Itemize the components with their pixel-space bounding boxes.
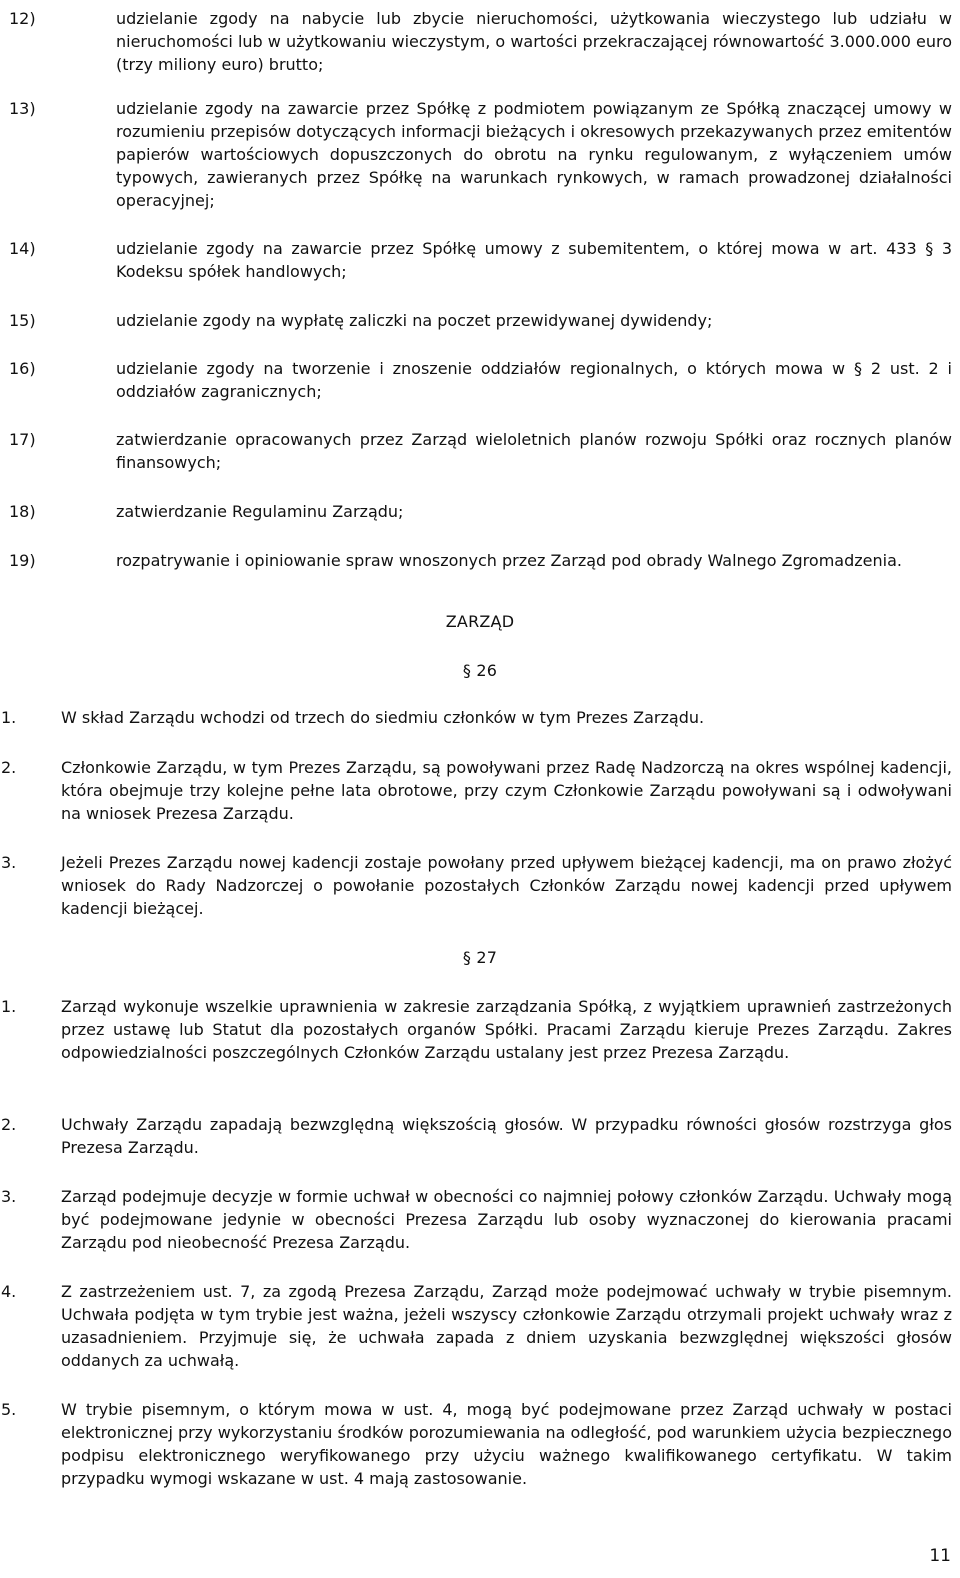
item-text: Uchwały Zarządu zapadają bezwzględną większością głosów. W przypadku równości głosów rozstrzyga głos Prezesa Zarządu.	[61, 1115, 952, 1157]
item-text: Zarząd wykonuje wszelkie uprawnienia w zakresie zarządzania Spółką, z wyjątkiem uprawnień zastrzeżonych przez ustawę lub Statut dla pozostałych organów Spółki. Pracami Zarządu kieruje Prezes Zarządu. Zakres odpowiedzialności poszczególnych Członków Zarządu ustalany jest przez Prezesa Zarządu.	[61, 997, 952, 1062]
item-number: 1.	[1, 708, 17, 727]
item-text: udzielanie zgody na wypłatę zaliczki na poczet przewidywanej dywidendy;	[116, 311, 713, 330]
item-number: 13)	[9, 99, 36, 118]
paragraph-number: § 27	[462, 948, 498, 967]
item-text: W skład Zarządu wchodzi od trzech do siedmiu członków w tym Prezes Zarządu.	[61, 708, 705, 727]
item-text: W trybie pisemnym, o którym mowa w ust. 4, mogą być podejmowane przez Zarząd uchwały w postaci elektronicznej przy wykorzystaniu środków porozumiewania na odległość, pod warunkiem użycia bezpiecznego podpisu elektronicznego weryfikowanego przy użyciu ważnego kwalifikowanego certyfikatu. W takim przypadku wymogi wskazane w ust. 4 mają zastosowanie.	[61, 1400, 952, 1488]
item-number: 3.	[1, 853, 17, 872]
item-text: Z zastrzeżeniem ust. 7, za zgodą Prezesa Zarządu, Zarząd może podejmować uchwały w trybie pisemnym. Uchwała podjęta w tym trybie jest ważna, jeżeli wszyscy członkowie Zarządu otrzymali projekt uchwały wraz z uzasadnieniem. Przyjmuje się, że uchwała zapada z dniem uzyskania bezwzględnej większości głosów oddanych za uchwałą.	[61, 1282, 952, 1370]
page-number: 11	[929, 1546, 951, 1566]
item-text: Członkowie Zarządu, w tym Prezes Zarządu, są powoływani przez Radę Nadzorczą na okres wspólnej kadencji, która obejmuje trzy kolejne pełne lata obrotowe, przy czym Członkowie Zarządu powoływani są i odwoływani na wniosek Prezesa Zarządu.	[61, 758, 952, 823]
item-number: 5.	[1, 1400, 17, 1419]
item-number: 2.	[1, 1115, 17, 1134]
item-text: udzielanie zgody na tworzenie i znoszenie oddziałów regionalnych, o których mowa w § 2 ust. 2 i oddziałów zagranicznych;	[116, 359, 952, 401]
item-text: Jeżeli Prezes Zarządu nowej kadencji zostaje powołany przed upływem bieżącej kadencji, ma on prawo złożyć wniosek do Rady Nadzorczej o powołanie pozostałych Członków Zarządu nowej kadencji przed upływem kadencji bieżącej.	[61, 853, 952, 918]
item-text: Zarząd podejmuje decyzje w formie uchwał w obecności co najmniej połowy członków Zarządu. Uchwały mogą być podejmowane jedynie w obecności Prezesa Zarządu lub osoby wyznaczonej do kierowania pracami Zarządu pod nieobecność Prezesa Zarządu.	[61, 1187, 952, 1252]
item-number: 16)	[9, 359, 36, 378]
item-text: zatwierdzanie Regulaminu Zarządu;	[116, 502, 404, 521]
item-text: udzielanie zgody na zawarcie przez Spółkę umowy z subemitentem, o której mowa w art. 433 § 3 Kodeksu spółek handlowych;	[116, 239, 952, 281]
item-text: zatwierdzanie opracowanych przez Zarząd wieloletnich planów rozwoju Spółki oraz rocznych planów finansowych;	[116, 430, 952, 472]
item-number: 1.	[1, 997, 17, 1016]
item-number: 3.	[1, 1187, 17, 1206]
item-number: 15)	[9, 311, 36, 330]
item-number: 2.	[1, 758, 17, 777]
section-heading: ZARZĄD	[445, 612, 515, 631]
paragraph-number: § 26	[462, 661, 498, 680]
item-text: rozpatrywanie i opiniowanie spraw wnoszonych przez Zarząd pod obrady Walnego Zgromadzenia.	[116, 551, 902, 570]
item-text: udzielanie zgody na nabycie lub zbycie nieruchomości, użytkowania wieczystego lub udziału w nieruchomości lub w użytkowaniu wieczystym, o wartości przekraczającej równowartość 3.000.000 euro (trzy miliony euro) brutto;	[116, 9, 952, 74]
item-number: 4.	[1, 1282, 17, 1301]
item-number: 17)	[9, 430, 36, 449]
item-number: 18)	[9, 502, 36, 521]
item-number: 12)	[9, 9, 36, 28]
item-text: udzielanie zgody na zawarcie przez Spółkę z podmiotem powiązanym ze Spółką znaczącej umowy w rozumieniu przepisów dotyczących informacji bieżących i okresowych przekazywanych przez emitentów papierów wartościowych dopuszczonych do obrotu na rynku regulowanym, z wyłączeniem umów typowych, zawieranych przez Spółkę na warunkach rynkowych, w ramach prowadzonej działalności operacyjnej;	[116, 99, 952, 210]
item-number: 19)	[9, 551, 36, 570]
item-number: 14)	[9, 239, 36, 258]
